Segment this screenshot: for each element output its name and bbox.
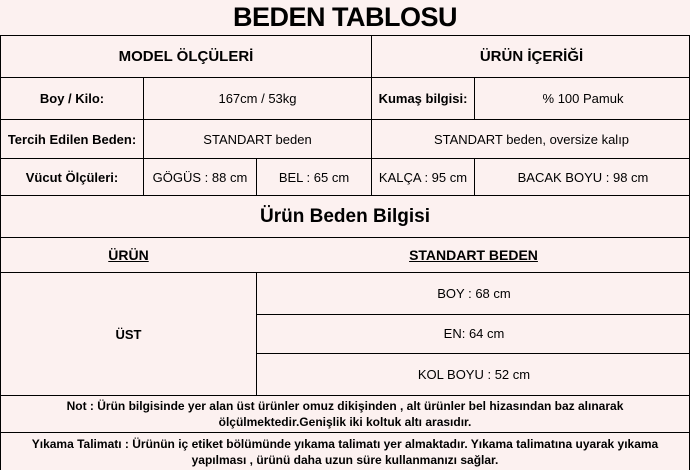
ust-measurements [256, 273, 690, 395]
page-title: BEDEN TABLOSU [232, 2, 457, 32]
bacak-boyu-value: BACAK BOYU : 98 cm [474, 159, 690, 195]
kumas-bilgisi-label: Kumaş bilgisi: [371, 78, 474, 119]
boy-kilo-label: Boy / Kilo: [39, 91, 105, 106]
vucut-olculeri-label: Vücut Ölçüleri: [25, 169, 119, 185]
size-chart-table [0, 35, 690, 470]
ust-product-label: ÜST [115, 326, 142, 342]
tercih-beden-icerik-value: STANDART beden, oversize kalıp [371, 120, 690, 158]
product-content-header: ÜRÜN İÇERİĞİ [371, 36, 690, 77]
urun-column-header: ÜRÜN [108, 247, 149, 263]
section-title: Ürün Beden Bilgisi [260, 205, 430, 227]
kalca-value: KALÇA : 95 cm [371, 159, 474, 195]
table-row-boy-kilo [1, 77, 689, 119]
table-row-tercih-beden [1, 119, 689, 158]
standart-beden-column-header: STANDART BEDEN [409, 247, 538, 263]
boy-kilo-value: 167cm / 53kg [143, 78, 371, 119]
table-row-headers [1, 35, 689, 77]
table-row-section-title [1, 195, 689, 237]
washing-instructions-note: Yıkama Talimatı : Ürünün iç etiket bölümünde yıkama talimatı yer almaktadır. Yıkama talimatına uyarak yıkama yapılması , ürünü daha uzun süre kullanmanızı sağlar. [31, 436, 659, 467]
tercih-beden-label: Tercih Edilen Beden: [7, 131, 137, 147]
kumas-bilgisi-value: % 100 Pamuk [474, 78, 690, 119]
model-measurements-header: MODEL ÖLÇÜLERİ [118, 48, 254, 65]
gogus-value: GÖGÜS : 88 cm [143, 159, 256, 195]
table-row-note [1, 395, 689, 432]
bel-value: BEL : 65 cm [256, 159, 371, 195]
kol-boyu-measurement: KOL BOYU : 52 cm [257, 353, 690, 395]
table-row-size-headers [1, 237, 689, 272]
tercih-beden-value: STANDART beden [143, 120, 371, 158]
table-row-ust [1, 272, 689, 395]
boy-measurement: BOY : 68 cm [437, 285, 511, 301]
table-row-washing-note [1, 432, 689, 470]
en-measurement: EN: 64 cm [257, 314, 690, 354]
table-row-vucut-olculeri [1, 158, 689, 195]
measurement-note: Not : Ürün bilgisinde yer alan üst ürünler omuz dikişinden , alt ürünler bel hizasından baz alınarak ölçülmektedir.Genişlik iki koltuk altı arasıdır. [66, 399, 624, 429]
